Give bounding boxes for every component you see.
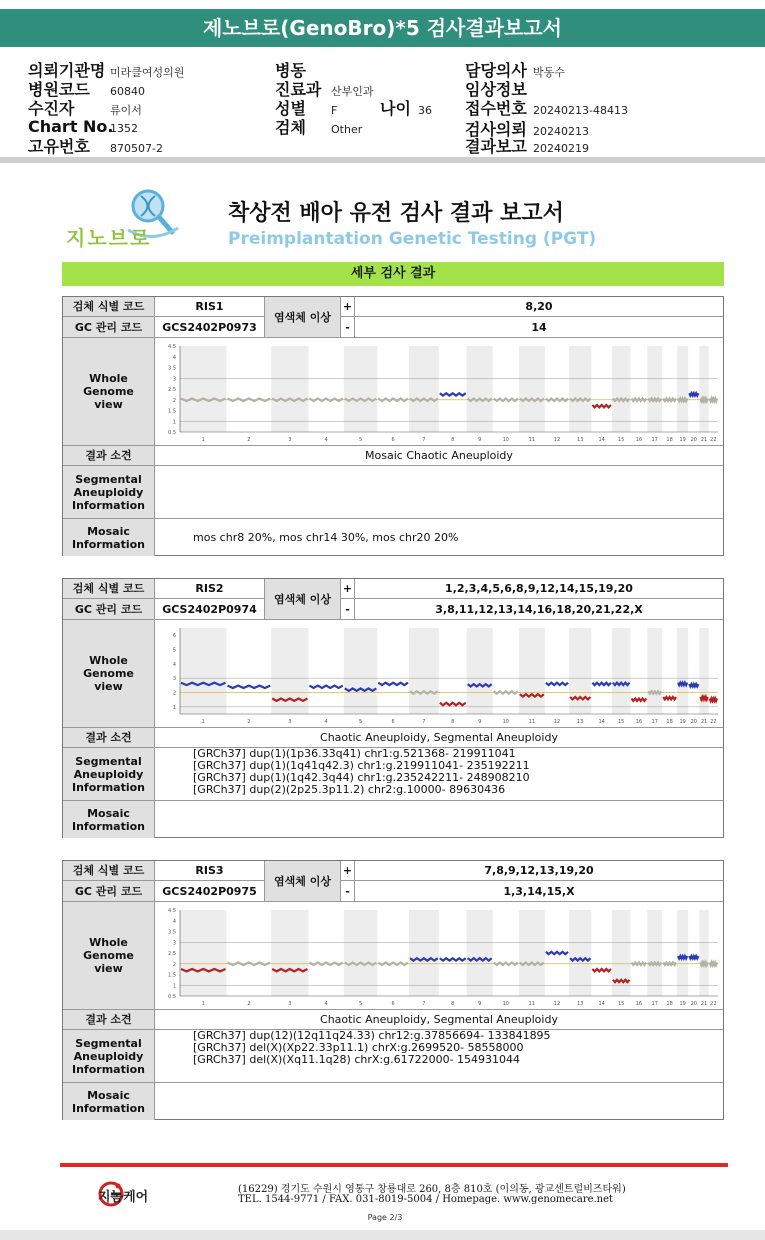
copy-number-segment xyxy=(710,398,717,401)
gain-chromosomes: 8,20 xyxy=(525,300,553,313)
x-tick-label: 8 xyxy=(451,718,455,725)
copy-number-segment xyxy=(378,962,408,965)
gain-chromosomes: 7,8,9,12,13,19,20 xyxy=(484,864,594,877)
variant-line: [GRCh37] dup(12)(12q11q24.33) chr12:g.37856694- 133841895 xyxy=(193,1029,551,1042)
genome-plot xyxy=(156,904,722,1008)
x-tick-label: 1 xyxy=(201,718,205,725)
footer-address: (16229) 경기도 수원시 영통구 창룡대로 260, 8층 810호 (이의동, 광교센트럴비즈타워) xyxy=(238,1184,626,1195)
x-tick-label: 18 xyxy=(666,718,673,725)
chromosome-band xyxy=(569,628,591,714)
chromosome-band xyxy=(677,628,688,714)
genome-view-label: Whole Genome view xyxy=(63,620,155,727)
gain-chromosomes: 1,2,3,4,5,6,8,9,12,14,15,19,20 xyxy=(445,582,633,595)
y-tick-label: 2.5 xyxy=(168,386,176,393)
chromosome-band xyxy=(180,346,227,432)
x-tick-label: 17 xyxy=(651,436,658,443)
variant-line: [GRCh37] dup(1)(1q41q42.3) chr1:g.219911041- 235192211 xyxy=(193,759,530,772)
field-institution: 의뢰기관명 미라클여성의원 xyxy=(28,61,185,80)
field-unique-no: 고유번호 870507-2 xyxy=(28,137,163,156)
x-tick-label: 3 xyxy=(288,718,292,725)
y-tick-label: 3 xyxy=(172,375,176,382)
gc-code: GCS2402P0973 xyxy=(155,317,265,337)
x-tick-label: 21 xyxy=(700,718,708,725)
field-report-date: 결과보고 20240219 xyxy=(465,137,589,156)
y-tick-label: 0.5 xyxy=(168,993,176,1000)
x-tick-label: 10 xyxy=(502,436,509,443)
sample-id: RIS1 xyxy=(155,297,265,316)
chromosome-band xyxy=(409,910,439,996)
segmental-label: Segmental Aneuploidy Information xyxy=(63,466,155,518)
x-tick-label: 3 xyxy=(288,436,292,443)
loss-sign: - xyxy=(341,317,355,337)
loss-sign: - xyxy=(341,599,355,619)
copy-number-segment xyxy=(678,956,687,958)
chromosome-band xyxy=(344,910,378,996)
result-row xyxy=(63,1010,723,1030)
x-tick-label: 9 xyxy=(478,1000,482,1007)
chromosome-band xyxy=(467,346,493,432)
divider xyxy=(0,157,765,163)
copy-number-segment xyxy=(546,682,568,684)
x-tick-label: 14 xyxy=(598,436,605,443)
x-tick-label: 15 xyxy=(618,436,625,443)
sample-code-row xyxy=(63,297,723,317)
chromosome-band xyxy=(467,910,493,996)
abnormal-label: 염색체 이상 xyxy=(265,861,341,902)
x-tick-label: 5 xyxy=(358,436,363,443)
x-tick-label: 22 xyxy=(710,436,717,443)
copy-number-segment xyxy=(378,398,408,401)
gain-sign: + xyxy=(341,861,355,880)
x-tick-label: 15 xyxy=(618,1000,625,1007)
x-tick-label: 7 xyxy=(422,718,426,725)
report-subtitle: Preimplantation Genetic Testing (PGT) xyxy=(228,229,597,249)
mosaic-value: mos chr8 20%, mos chr14 30%, mos chr20 20% xyxy=(193,531,459,544)
chromosome-band xyxy=(569,346,591,432)
copy-number-segment xyxy=(546,951,568,953)
copy-number-segment xyxy=(309,685,342,687)
sample-code-label: 검체 식별 코드 xyxy=(63,297,155,316)
sample-card xyxy=(62,296,724,556)
copy-number-segment xyxy=(228,685,271,687)
report-title: 착상전 배아 유전 검사 결과 보고서 xyxy=(228,201,564,226)
gc-code-label: GC 관리 코드 xyxy=(63,317,155,337)
x-tick-label: 20 xyxy=(690,436,697,443)
segmental-row xyxy=(63,748,723,801)
sample-code-label: 검체 식별 코드 xyxy=(63,861,155,880)
segmental-list xyxy=(155,748,723,800)
x-tick-label: 13 xyxy=(577,436,584,443)
y-tick-label: 1.5 xyxy=(168,408,176,414)
segmental-row xyxy=(63,1030,723,1083)
copy-number-segment xyxy=(440,702,466,704)
copy-number-segment xyxy=(378,682,408,684)
copy-number-segment xyxy=(700,398,707,401)
y-tick-label: 2 xyxy=(172,397,176,404)
x-tick-label: 6 xyxy=(391,1000,395,1007)
segmental-row xyxy=(63,466,723,519)
copy-number-segment xyxy=(700,962,707,965)
copy-number-segment xyxy=(710,698,717,700)
genome-view-row xyxy=(63,902,723,1010)
x-tick-label: 8 xyxy=(451,436,455,443)
copy-number-segment xyxy=(663,962,676,965)
x-tick-label: 16 xyxy=(635,718,643,725)
field-department: 진료과 산부인과 xyxy=(275,80,374,99)
y-tick-label: 1 xyxy=(172,704,176,711)
sample-card xyxy=(62,860,724,1120)
x-tick-label: 2 xyxy=(247,718,251,725)
x-tick-label: 10 xyxy=(502,718,509,725)
result-value: Chaotic Aneuploidy, Segmental Aneuploidy xyxy=(320,1013,558,1026)
copy-number-segment xyxy=(632,398,647,401)
section-title: 세부 검사 결과 xyxy=(62,262,724,286)
page-title: 제노브로(GenoBro)*5 검사결과보고서 xyxy=(0,9,765,47)
genome-plot xyxy=(156,622,722,726)
chromosome-band xyxy=(677,910,688,996)
sample-id: RIS3 xyxy=(155,861,265,880)
variant-line: [GRCh37] del(X)(Xq11.1q28) chrX:g.61722000- 154931044 xyxy=(193,1053,521,1066)
x-tick-label: 17 xyxy=(651,718,658,725)
gc-code-row xyxy=(63,317,723,338)
x-tick-label: 5 xyxy=(358,718,363,725)
y-tick-label: 1 xyxy=(172,982,176,989)
genome-plot-cell xyxy=(155,338,723,445)
gain-sign: + xyxy=(341,579,355,598)
mosaic-label: Mosaic Information xyxy=(63,519,155,556)
page-number: Page 2/3 xyxy=(367,1213,403,1222)
chromosome-band xyxy=(612,628,631,714)
field-clinical-info: 임상정보 xyxy=(465,80,527,99)
y-tick-label: 4.5 xyxy=(168,907,176,914)
x-tick-label: 12 xyxy=(553,436,561,443)
chromosome-band xyxy=(519,910,545,996)
gc-code-label: GC 관리 코드 xyxy=(63,599,155,619)
result-row xyxy=(63,446,723,466)
x-tick-label: 18 xyxy=(666,436,673,443)
chromosome-band xyxy=(271,910,308,996)
copy-number-segment xyxy=(632,962,647,965)
chromosome-band xyxy=(677,346,688,432)
chromosome-band xyxy=(699,910,708,996)
copy-number-segment xyxy=(678,682,687,684)
x-tick-label: 22 xyxy=(710,718,717,725)
sample-card xyxy=(62,578,724,838)
genome-view-row xyxy=(63,338,723,446)
segmental-label: Segmental Aneuploidy Information xyxy=(63,1030,155,1082)
x-tick-label: 21 xyxy=(700,436,708,443)
copy-number-segment xyxy=(648,691,661,693)
x-tick-label: 9 xyxy=(478,718,482,725)
x-tick-label: 5 xyxy=(358,1000,363,1007)
y-tick-label: 3.5 xyxy=(168,365,176,371)
mosaic-label: Mosaic Information xyxy=(63,801,155,838)
copy-number-segment xyxy=(494,691,518,693)
genome-view-row xyxy=(63,620,723,728)
field-sex: 성별 F xyxy=(275,99,338,118)
chromosome-band xyxy=(271,346,308,432)
field-hospital-code: 병원코드 60840 xyxy=(28,80,145,99)
x-tick-label: 4 xyxy=(324,718,328,725)
chromosome-band xyxy=(467,628,493,714)
x-tick-label: 4 xyxy=(324,1000,328,1007)
x-tick-label: 10 xyxy=(502,1000,509,1007)
loss-chromosomes: 3,8,11,12,13,14,16,18,20,21,22,X xyxy=(435,602,643,616)
copy-number-segment xyxy=(689,684,698,686)
y-tick-label: 1 xyxy=(172,418,176,425)
report-top xyxy=(0,0,765,165)
genome-view-label: Whole Genome view xyxy=(63,338,155,445)
abnormal-label: 염색체 이상 xyxy=(265,579,341,620)
genome-plot-cell xyxy=(155,902,723,1009)
x-tick-label: 17 xyxy=(651,1000,658,1007)
chromosome-band xyxy=(647,628,662,714)
sample-code-label: 검체 식별 코드 xyxy=(63,579,155,598)
x-tick-label: 2 xyxy=(247,1000,251,1007)
variant-line: [GRCh37] dup(2)(2p25.3p11.2) chr2:g.10000- 89630436 xyxy=(193,783,506,796)
variant-line: [GRCh37] dup(1)(1q42.3q44) chr1:g.235242211- 248908210 xyxy=(193,771,530,784)
chromosome-band xyxy=(612,346,631,432)
mosaic-value xyxy=(155,1083,723,1120)
field-receipt-no: 접수번호 20240213-48413 xyxy=(465,99,628,118)
mosaic-row xyxy=(63,801,723,838)
chromosome-band xyxy=(519,346,545,432)
copy-number-segment xyxy=(546,398,568,401)
segmental-list xyxy=(155,466,723,518)
copy-number-segment xyxy=(700,697,707,699)
y-tick-label: 2.5 xyxy=(168,950,176,957)
y-tick-label: 2 xyxy=(172,690,176,696)
copy-number-segment xyxy=(632,698,647,700)
x-tick-label: 21 xyxy=(700,1000,708,1007)
footer-divider xyxy=(60,1163,728,1167)
field-age: 나이 36 xyxy=(380,99,432,118)
copy-number-segment xyxy=(663,398,676,401)
copy-number-segment xyxy=(663,697,676,699)
result-value: Chaotic Aneuploidy, Segmental Aneuploidy xyxy=(320,731,558,744)
mosaic-row xyxy=(63,1083,723,1120)
segmental-list xyxy=(155,1030,723,1082)
x-tick-label: 12 xyxy=(553,1000,561,1007)
chromosome-band xyxy=(647,910,662,996)
loss-chromosomes: 14 xyxy=(531,320,547,334)
x-tick-label: 11 xyxy=(528,436,536,443)
y-tick-label: 2 xyxy=(172,961,176,968)
x-tick-label: 6 xyxy=(391,718,395,725)
gain-sign: + xyxy=(341,297,355,316)
field-patient: 수진자 류이서 xyxy=(28,99,142,118)
bottom-strip xyxy=(0,1230,765,1240)
chromosome-band xyxy=(180,628,227,714)
x-tick-label: 8 xyxy=(451,1000,455,1007)
copy-number-segment xyxy=(494,962,518,965)
copy-number-segment xyxy=(440,393,466,395)
copy-number-segment xyxy=(592,969,611,971)
x-tick-label: 2 xyxy=(247,436,251,443)
copy-number-segment xyxy=(309,398,342,401)
genome-plot xyxy=(156,340,722,444)
chromosome-band xyxy=(519,628,545,714)
copy-number-segment xyxy=(678,398,687,401)
y-tick-label: 5 xyxy=(172,647,176,653)
y-tick-label: 6 xyxy=(172,632,176,639)
y-tick-label: 4 xyxy=(172,354,176,361)
y-tick-label: 4 xyxy=(172,661,176,668)
x-tick-label: 16 xyxy=(635,436,643,443)
chromosome-band xyxy=(409,346,439,432)
variant-line: [GRCh37] dup(1)(1p36.33q41) chr1:g.521368- 219911041 xyxy=(193,747,516,760)
genome-plot-cell xyxy=(155,620,723,727)
chromosome-band xyxy=(647,346,662,432)
copy-number-segment xyxy=(592,682,611,684)
copy-number-segment xyxy=(710,962,717,965)
x-tick-label: 20 xyxy=(690,718,697,725)
footer-logo-text: 지놈케어 xyxy=(98,1190,149,1205)
chromosome-band xyxy=(180,910,227,996)
x-tick-label: 15 xyxy=(618,718,625,725)
gc-code-row xyxy=(63,599,723,620)
field-ward: 병동 xyxy=(275,61,306,80)
x-tick-label: 14 xyxy=(598,1000,605,1007)
y-tick-label: 4.5 xyxy=(168,343,176,350)
mosaic-label: Mosaic Information xyxy=(63,1083,155,1120)
x-tick-label: 1 xyxy=(201,1000,205,1007)
gc-code-label: GC 관리 코드 xyxy=(63,881,155,901)
field-chart-no: Chart No.1352 xyxy=(28,117,138,136)
chromosome-band xyxy=(344,628,378,714)
gc-code-row xyxy=(63,881,723,902)
x-tick-label: 16 xyxy=(635,1000,643,1007)
chromosome-band xyxy=(569,910,591,996)
copy-number-segment xyxy=(309,962,342,965)
x-tick-label: 4 xyxy=(324,436,328,443)
result-label: 결과 소견 xyxy=(63,446,155,465)
x-tick-label: 11 xyxy=(528,718,536,725)
x-tick-label: 13 xyxy=(577,718,584,725)
x-tick-label: 3 xyxy=(288,1000,292,1007)
chromosome-band xyxy=(699,346,708,432)
loss-sign: - xyxy=(341,881,355,901)
y-tick-label: 3 xyxy=(172,939,176,946)
result-label: 결과 소견 xyxy=(63,1010,155,1029)
sample-code-row xyxy=(63,861,723,881)
x-tick-label: 19 xyxy=(679,718,686,725)
gc-code: GCS2402P0975 xyxy=(155,881,265,901)
copy-number-segment xyxy=(689,393,698,395)
sample-code-row xyxy=(63,579,723,599)
copy-number-segment xyxy=(494,398,518,401)
abnormal-label: 염색체 이상 xyxy=(265,297,341,338)
x-tick-label: 1 xyxy=(201,436,205,443)
result-row xyxy=(63,728,723,748)
x-tick-label: 14 xyxy=(598,718,605,725)
x-tick-label: 22 xyxy=(710,1000,717,1007)
copy-number-segment xyxy=(689,956,698,958)
x-tick-label: 20 xyxy=(690,1000,697,1007)
segmental-label: Segmental Aneuploidy Information xyxy=(63,748,155,800)
sample-id: RIS2 xyxy=(155,579,265,598)
genome-view-label: Whole Genome view xyxy=(63,902,155,1009)
field-request-date: 검사의뢰 20240213 xyxy=(465,120,589,139)
result-label: 결과 소견 xyxy=(63,728,155,747)
result-value: Mosaic Chaotic Aneuploidy xyxy=(365,449,513,462)
x-tick-label: 13 xyxy=(577,1000,584,1007)
x-tick-label: 19 xyxy=(679,436,686,443)
y-tick-label: 0.5 xyxy=(168,429,176,436)
x-tick-label: 7 xyxy=(422,436,426,443)
y-tick-label: 1.5 xyxy=(168,972,176,978)
x-tick-label: 6 xyxy=(391,436,395,443)
x-tick-label: 7 xyxy=(422,1000,426,1007)
x-tick-label: 19 xyxy=(679,1000,686,1007)
genobro-logo: 지노브로 xyxy=(66,226,152,250)
x-tick-label: 11 xyxy=(528,1000,536,1007)
field-doctor: 담당의사 박동수 xyxy=(465,61,565,80)
mosaic-value xyxy=(155,801,723,838)
copy-number-segment xyxy=(440,958,466,960)
x-tick-label: 18 xyxy=(666,1000,673,1007)
y-tick-label: 3.5 xyxy=(168,929,176,935)
copy-number-segment xyxy=(592,405,611,407)
x-tick-label: 12 xyxy=(553,718,561,725)
loss-chromosomes: 1,3,14,15,X xyxy=(503,884,575,898)
y-tick-label: 3 xyxy=(172,675,176,682)
mosaic-row xyxy=(63,519,723,556)
x-tick-label: 9 xyxy=(478,436,482,443)
gc-code: GCS2402P0974 xyxy=(155,599,265,619)
footer-contact: TEL. 1544-9771 / FAX. 031-8019-5004 / Homepage. www.genomecare.net xyxy=(238,1194,614,1205)
chromosome-band xyxy=(344,346,378,432)
y-tick-label: 4 xyxy=(172,918,176,925)
variant-line: [GRCh37] del(X)(Xp22.33p11.1) chrX:g.2699520- 58558000 xyxy=(193,1041,524,1054)
field-specimen: 검체 Other xyxy=(275,118,363,137)
chromosome-band xyxy=(409,628,439,714)
